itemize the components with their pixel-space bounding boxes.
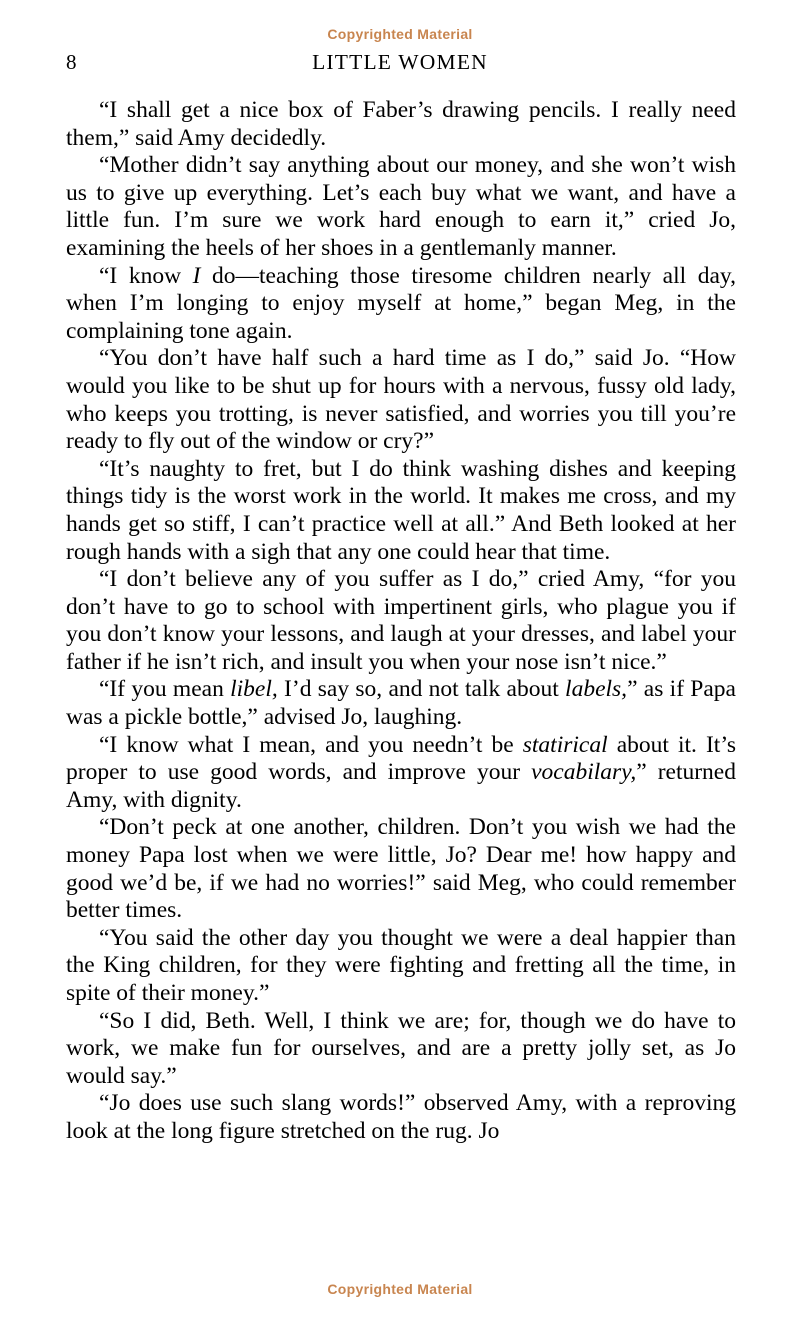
italic-text: I (192, 262, 201, 289)
page-number: 8 (66, 50, 77, 74)
text-segment: do—teaching those tiresome children nearly all day, when I’m longing to enjoy myself at home,” began Meg, in the complaining tone again. (66, 262, 736, 344)
text-segment: “I know (99, 262, 193, 289)
text-segment: “Mother didn’t say anything about our money, and she won’t wish us to give up everything. Let’s each buy what we want, and have a little fun. I’m sure we work hard enough to earn it,” cried Jo, examining the heels of her shoes in a gentlemanly manner. (66, 152, 736, 261)
paragraph (66, 152, 736, 262)
text-segment: “I know what I mean, and you needn’t be (99, 731, 523, 758)
page-body (66, 97, 736, 1146)
paragraph (66, 676, 736, 731)
text-segment: “I don’t believe any of you suffer as I do,” cried Amy, “for you don’t have to go to school with impertinent girls, who plague you if you don’t know your lessons, and laugh at your dresses, and label your father if he isn’t rich, and insult you when your nose isn’t nice.” (66, 566, 736, 675)
paragraph (66, 925, 736, 1008)
text-segment: “You said the other day you thought we were a deal happier than the King children, for they were fighting and fretting all the time, in spite of their money.” (66, 924, 736, 1006)
text-segment: “If you mean (99, 676, 231, 703)
paragraph (66, 1090, 736, 1145)
text-segment: ” as if Papa was a pickle bottle,” advised Jo, laughing. (66, 676, 736, 731)
text-segment: I’d say so, and not talk about (277, 676, 566, 703)
text-segment: ” returned Amy, with dignity. (66, 759, 736, 813)
text-segment: “You don’t have half such a hard time as I do,” said Jo. “How would you like to be shut up for hours with a nervous, fussy old lady, who keeps you trotting, is never satisfied, and worries you till you’re ready to fly out of the window or cry?” (66, 345, 736, 455)
paragraph (66, 456, 736, 566)
text-segment: “It’s naughty to fret, but I do think washing dishes and keeping things tidy is the worst work in the world. It makes me cross, and my hands get so stiff, I can’t practice well at all.” And Beth looked at her rough hands with a sigh that any one could hear that time. (66, 455, 736, 565)
paragraph (66, 732, 736, 815)
running-title: LITTLE WOMEN (312, 50, 488, 74)
italic-text: libel, (230, 676, 278, 703)
paragraph (66, 814, 736, 924)
paragraph (66, 263, 736, 346)
paragraph (66, 97, 736, 152)
paragraph (66, 566, 736, 676)
paragraph (66, 345, 736, 455)
text-segment: “Jo does use such slang words!” observed Amy, with a reproving look at the long figure stretched on the rug. Jo (66, 1090, 736, 1144)
copyright-banner-top: Copyrighted Material (327, 26, 473, 42)
paragraph (66, 1008, 736, 1091)
text-segment: about it. It’s proper to use good words, and improve your (66, 731, 736, 786)
italic-text: vocabilary, (531, 759, 637, 786)
text-segment: “So I did, Beth. Well, I think we are; for, though we do have to work, we make fun for ourselves, and are a pretty jolly set, as Jo would say.” (66, 1007, 736, 1089)
text-segment: “I shall get a nice box of Faber’s drawing pencils. I really need them,” said Amy decidedly. (66, 97, 736, 151)
copyright-banner-bottom: Copyrighted Material (327, 1281, 473, 1297)
italic-text: labels, (565, 676, 628, 703)
running-head (0, 48, 800, 76)
italic-text: statirical (522, 731, 608, 758)
text-segment: “Don’t peck at one another, children. Don’t you wish we had the money Papa lost when we were little, Jo? Dear me! how happy and good we’d be, if we had no worries!” said Meg, who could remember better times. (66, 814, 736, 924)
